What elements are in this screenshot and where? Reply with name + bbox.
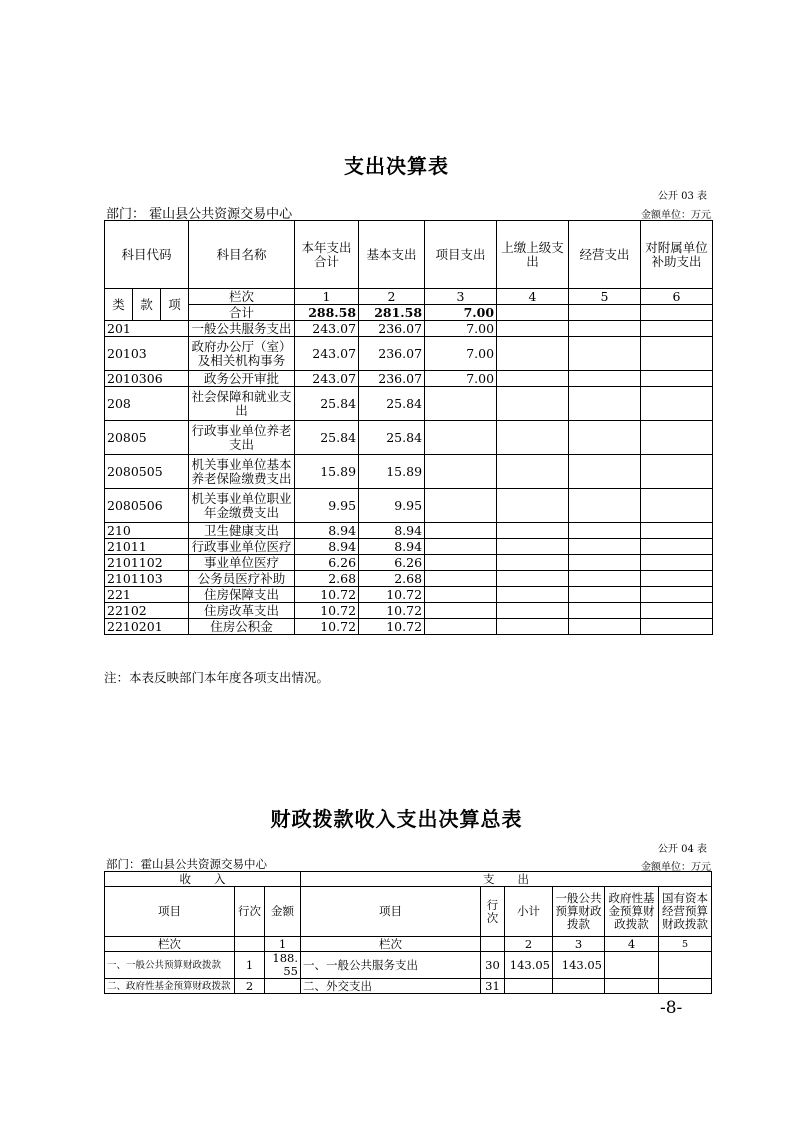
row-basic: 10.72	[359, 587, 425, 603]
empty-cell	[569, 337, 641, 371]
table-row	[105, 587, 713, 603]
row-name: 机关事业单位职业年金缴费支出	[189, 489, 295, 523]
row-name: 社会保障和就业支出	[189, 387, 295, 421]
row-total: 25.84	[295, 421, 359, 455]
empty-cell	[569, 603, 641, 619]
row-total: 15.89	[295, 455, 359, 489]
header-upper: 上缴上级支出	[497, 221, 569, 289]
row-name: 行政事业单位养老支出	[189, 421, 295, 455]
table2-dept: 部门：霍山县公共资源交易中心	[106, 857, 267, 871]
header-xiang: 项	[161, 289, 189, 321]
empty-cell	[641, 421, 713, 455]
row-project: 7.00	[425, 321, 497, 337]
row-project	[425, 539, 497, 555]
income-amount	[265, 979, 301, 994]
expense-general: 143.05	[553, 952, 605, 979]
row-name: 住房改革支出	[189, 603, 295, 619]
row-project	[425, 387, 497, 421]
row-project	[425, 571, 497, 587]
fiscal-summary-table	[104, 871, 712, 994]
empty-cell	[569, 421, 641, 455]
empty-cell	[641, 321, 713, 337]
empty-cell	[641, 387, 713, 421]
empty-cell	[569, 587, 641, 603]
expense-subtotal	[505, 979, 553, 994]
total-label: 合计	[189, 305, 295, 321]
row-project	[425, 619, 497, 635]
row-name: 行政事业单位医疗	[189, 539, 295, 555]
empty-cell	[497, 603, 569, 619]
col-num-6: 6	[641, 289, 713, 305]
table1-note: 注：本表反映部门本年度各项支出情况。	[104, 670, 330, 685]
row-basic: 25.84	[359, 387, 425, 421]
header-project: 项目支出	[425, 221, 497, 289]
col-num-4: 4	[497, 289, 569, 305]
row-name: 机关事业单位基本养老保险缴费支出	[189, 455, 295, 489]
row-code: 208	[105, 387, 189, 421]
col-num-3: 3	[553, 937, 605, 952]
total-total: 288.58	[295, 305, 359, 321]
empty-cell	[497, 539, 569, 555]
row-code: 20805	[105, 421, 189, 455]
table1-title: 支出决算表	[344, 154, 449, 178]
empty-cell	[569, 371, 641, 387]
table-row	[105, 337, 713, 371]
row-basic: 236.07	[359, 337, 425, 371]
empty-cell	[641, 603, 713, 619]
row-name: 政府办公厅（室）及相关机构事务	[189, 337, 295, 371]
empty-cell	[481, 937, 505, 952]
row-name: 政务公开审批	[189, 371, 295, 387]
empty-cell	[641, 305, 713, 321]
header-expense: 支 出	[301, 872, 712, 887]
row-code: 201	[105, 321, 189, 337]
table1-dept: 部门： 霍山县公共资源交易中心	[106, 207, 293, 222]
income-item: 一、一般公共预算财政拨款	[105, 952, 235, 979]
empty-cell	[641, 619, 713, 635]
table-row	[105, 603, 713, 619]
row-code: 2080506	[105, 489, 189, 523]
row-name: 一般公共服务支出	[189, 321, 295, 337]
row-total: 8.94	[295, 523, 359, 539]
expense-item: 二、外交支出	[301, 979, 481, 994]
row-code: 2101103	[105, 571, 189, 587]
expense-subtotal: 143.05	[505, 952, 553, 979]
table-row	[105, 489, 713, 523]
row-project: 7.00	[425, 337, 497, 371]
col-num-5: 5	[659, 937, 712, 952]
row-total: 25.84	[295, 387, 359, 421]
empty-cell	[569, 321, 641, 337]
row-name: 住房保障支出	[189, 587, 295, 603]
income-item: 二、政府性基金预算财政拨款	[105, 979, 235, 994]
header-business: 经营支出	[569, 221, 641, 289]
row-code: 2010306	[105, 371, 189, 387]
col-num-1: 1	[265, 937, 301, 952]
header-kuan: 款	[133, 289, 161, 321]
empty-cell	[497, 371, 569, 387]
expenditure-table	[104, 220, 713, 635]
empty-cell	[569, 455, 641, 489]
row-code: 21011	[105, 539, 189, 555]
empty-cell	[497, 337, 569, 371]
row-name: 住房公积金	[189, 619, 295, 635]
table-row	[105, 571, 713, 587]
header-lineno: 行次	[235, 887, 265, 937]
empty-cell	[641, 371, 713, 387]
row-total: 10.72	[295, 587, 359, 603]
row-total: 6.26	[295, 555, 359, 571]
empty-cell	[497, 387, 569, 421]
row-total: 243.07	[295, 321, 359, 337]
header-lanci2: 栏次	[301, 937, 481, 952]
empty-cell	[497, 421, 569, 455]
header-item2: 项目	[301, 887, 481, 937]
row-project: 7.00	[425, 371, 497, 387]
total-project: 7.00	[425, 305, 497, 321]
page-number: -8-	[660, 998, 683, 1018]
table-row	[105, 321, 713, 337]
col-num-1: 1	[295, 289, 359, 305]
empty-cell	[569, 305, 641, 321]
empty-cell	[641, 489, 713, 523]
table1-code: 公开 03 表	[657, 191, 707, 202]
row-basic: 236.07	[359, 371, 425, 387]
row-basic: 25.84	[359, 421, 425, 455]
header-subtotal: 小计	[505, 887, 553, 937]
empty-cell	[641, 571, 713, 587]
row-total: 9.95	[295, 489, 359, 523]
row-basic: 8.94	[359, 523, 425, 539]
row-code: 20103	[105, 337, 189, 371]
header-fund: 政府性基金预算财政拨款	[605, 887, 659, 937]
row-code: 210	[105, 523, 189, 539]
expense-general	[553, 979, 605, 994]
header-basic: 基本支出	[359, 221, 425, 289]
col-num-2: 2	[505, 937, 553, 952]
row-total: 10.72	[295, 619, 359, 635]
col-num-4: 4	[605, 937, 659, 952]
row-name: 卫生健康支出	[189, 523, 295, 539]
row-total: 243.07	[295, 337, 359, 371]
row-project	[425, 603, 497, 619]
empty-cell	[569, 571, 641, 587]
table-row	[105, 523, 713, 539]
table2-unit: 金额单位：万元	[641, 862, 711, 873]
row-total: 10.72	[295, 603, 359, 619]
table2-code: 公开 04 表	[657, 844, 707, 855]
row-code: 2080505	[105, 455, 189, 489]
empty-cell	[569, 387, 641, 421]
header-total: 本年支出合计	[295, 221, 359, 289]
row-total: 8.94	[295, 539, 359, 555]
row-project	[425, 587, 497, 603]
row-project	[425, 489, 497, 523]
header-lanci: 栏次	[189, 289, 295, 305]
row-name: 公务员医疗补助	[189, 571, 295, 587]
empty-cell	[497, 489, 569, 523]
empty-cell	[497, 523, 569, 539]
header-lineno2: 行次	[481, 887, 505, 937]
row-code: 2210201	[105, 619, 189, 635]
row-code: 221	[105, 587, 189, 603]
empty-cell	[659, 979, 712, 994]
table-row	[105, 979, 712, 994]
table-row	[105, 455, 713, 489]
row-code: 2101102	[105, 555, 189, 571]
empty-cell	[497, 305, 569, 321]
header-subsidiary: 对附属单位补助支出	[641, 221, 713, 289]
col-num-2: 2	[359, 289, 425, 305]
empty-cell	[641, 455, 713, 489]
empty-cell	[497, 571, 569, 587]
empty-cell	[641, 337, 713, 371]
empty-cell	[641, 539, 713, 555]
table-row	[105, 387, 713, 421]
header-income: 收 入	[105, 872, 301, 887]
row-project	[425, 555, 497, 571]
empty-cell	[497, 587, 569, 603]
row-project	[425, 523, 497, 539]
expense-item: 一、一般公共服务支出	[301, 952, 481, 979]
expense-lineno: 31	[481, 979, 505, 994]
table-row	[105, 619, 713, 635]
row-code: 22102	[105, 603, 189, 619]
expense-lineno: 30	[481, 952, 505, 979]
total-basic: 281.58	[359, 305, 425, 321]
empty-cell	[569, 489, 641, 523]
table-row	[105, 371, 713, 387]
row-basic: 10.72	[359, 619, 425, 635]
empty-cell	[605, 979, 659, 994]
empty-cell	[497, 321, 569, 337]
row-project	[425, 455, 497, 489]
row-project	[425, 421, 497, 455]
row-total: 2.68	[295, 571, 359, 587]
header-item: 项目	[105, 887, 235, 937]
empty-cell	[569, 539, 641, 555]
income-lineno: 2	[235, 979, 265, 994]
empty-cell	[569, 555, 641, 571]
row-basic: 8.94	[359, 539, 425, 555]
row-basic: 10.72	[359, 603, 425, 619]
empty-cell	[569, 619, 641, 635]
table-row	[105, 421, 713, 455]
row-basic: 2.68	[359, 571, 425, 587]
header-lanci: 栏次	[105, 937, 235, 952]
row-basic: 6.26	[359, 555, 425, 571]
table2-title: 财政拨款收入支出决算总表	[270, 807, 523, 831]
row-basic: 9.95	[359, 489, 425, 523]
empty-cell	[641, 523, 713, 539]
empty-cell	[497, 619, 569, 635]
empty-cell	[497, 555, 569, 571]
col-num-3: 3	[425, 289, 497, 305]
header-lei: 类	[105, 289, 133, 321]
empty-cell	[659, 952, 712, 979]
empty-cell	[497, 455, 569, 489]
row-total: 243.07	[295, 371, 359, 387]
header-amount: 金额	[265, 887, 301, 937]
empty-cell	[235, 937, 265, 952]
empty-cell	[605, 952, 659, 979]
empty-cell	[569, 523, 641, 539]
header-general: 一般公共预算财政拨款	[553, 887, 605, 937]
income-lineno: 1	[235, 952, 265, 979]
table-row	[105, 555, 713, 571]
header-state: 国有资本经营预算财政拨款	[659, 887, 712, 937]
row-basic: 15.89	[359, 455, 425, 489]
table1-unit: 金额单位：万元	[641, 210, 711, 221]
row-basic: 236.07	[359, 321, 425, 337]
row-name: 事业单位医疗	[189, 555, 295, 571]
income-amount: 188.55	[265, 952, 301, 979]
empty-cell	[641, 555, 713, 571]
table-row	[105, 539, 713, 555]
empty-cell	[641, 587, 713, 603]
col-num-5: 5	[569, 289, 641, 305]
header-code: 科目代码	[105, 221, 189, 289]
header-name: 科目名称	[189, 221, 295, 289]
table-row	[105, 952, 712, 979]
